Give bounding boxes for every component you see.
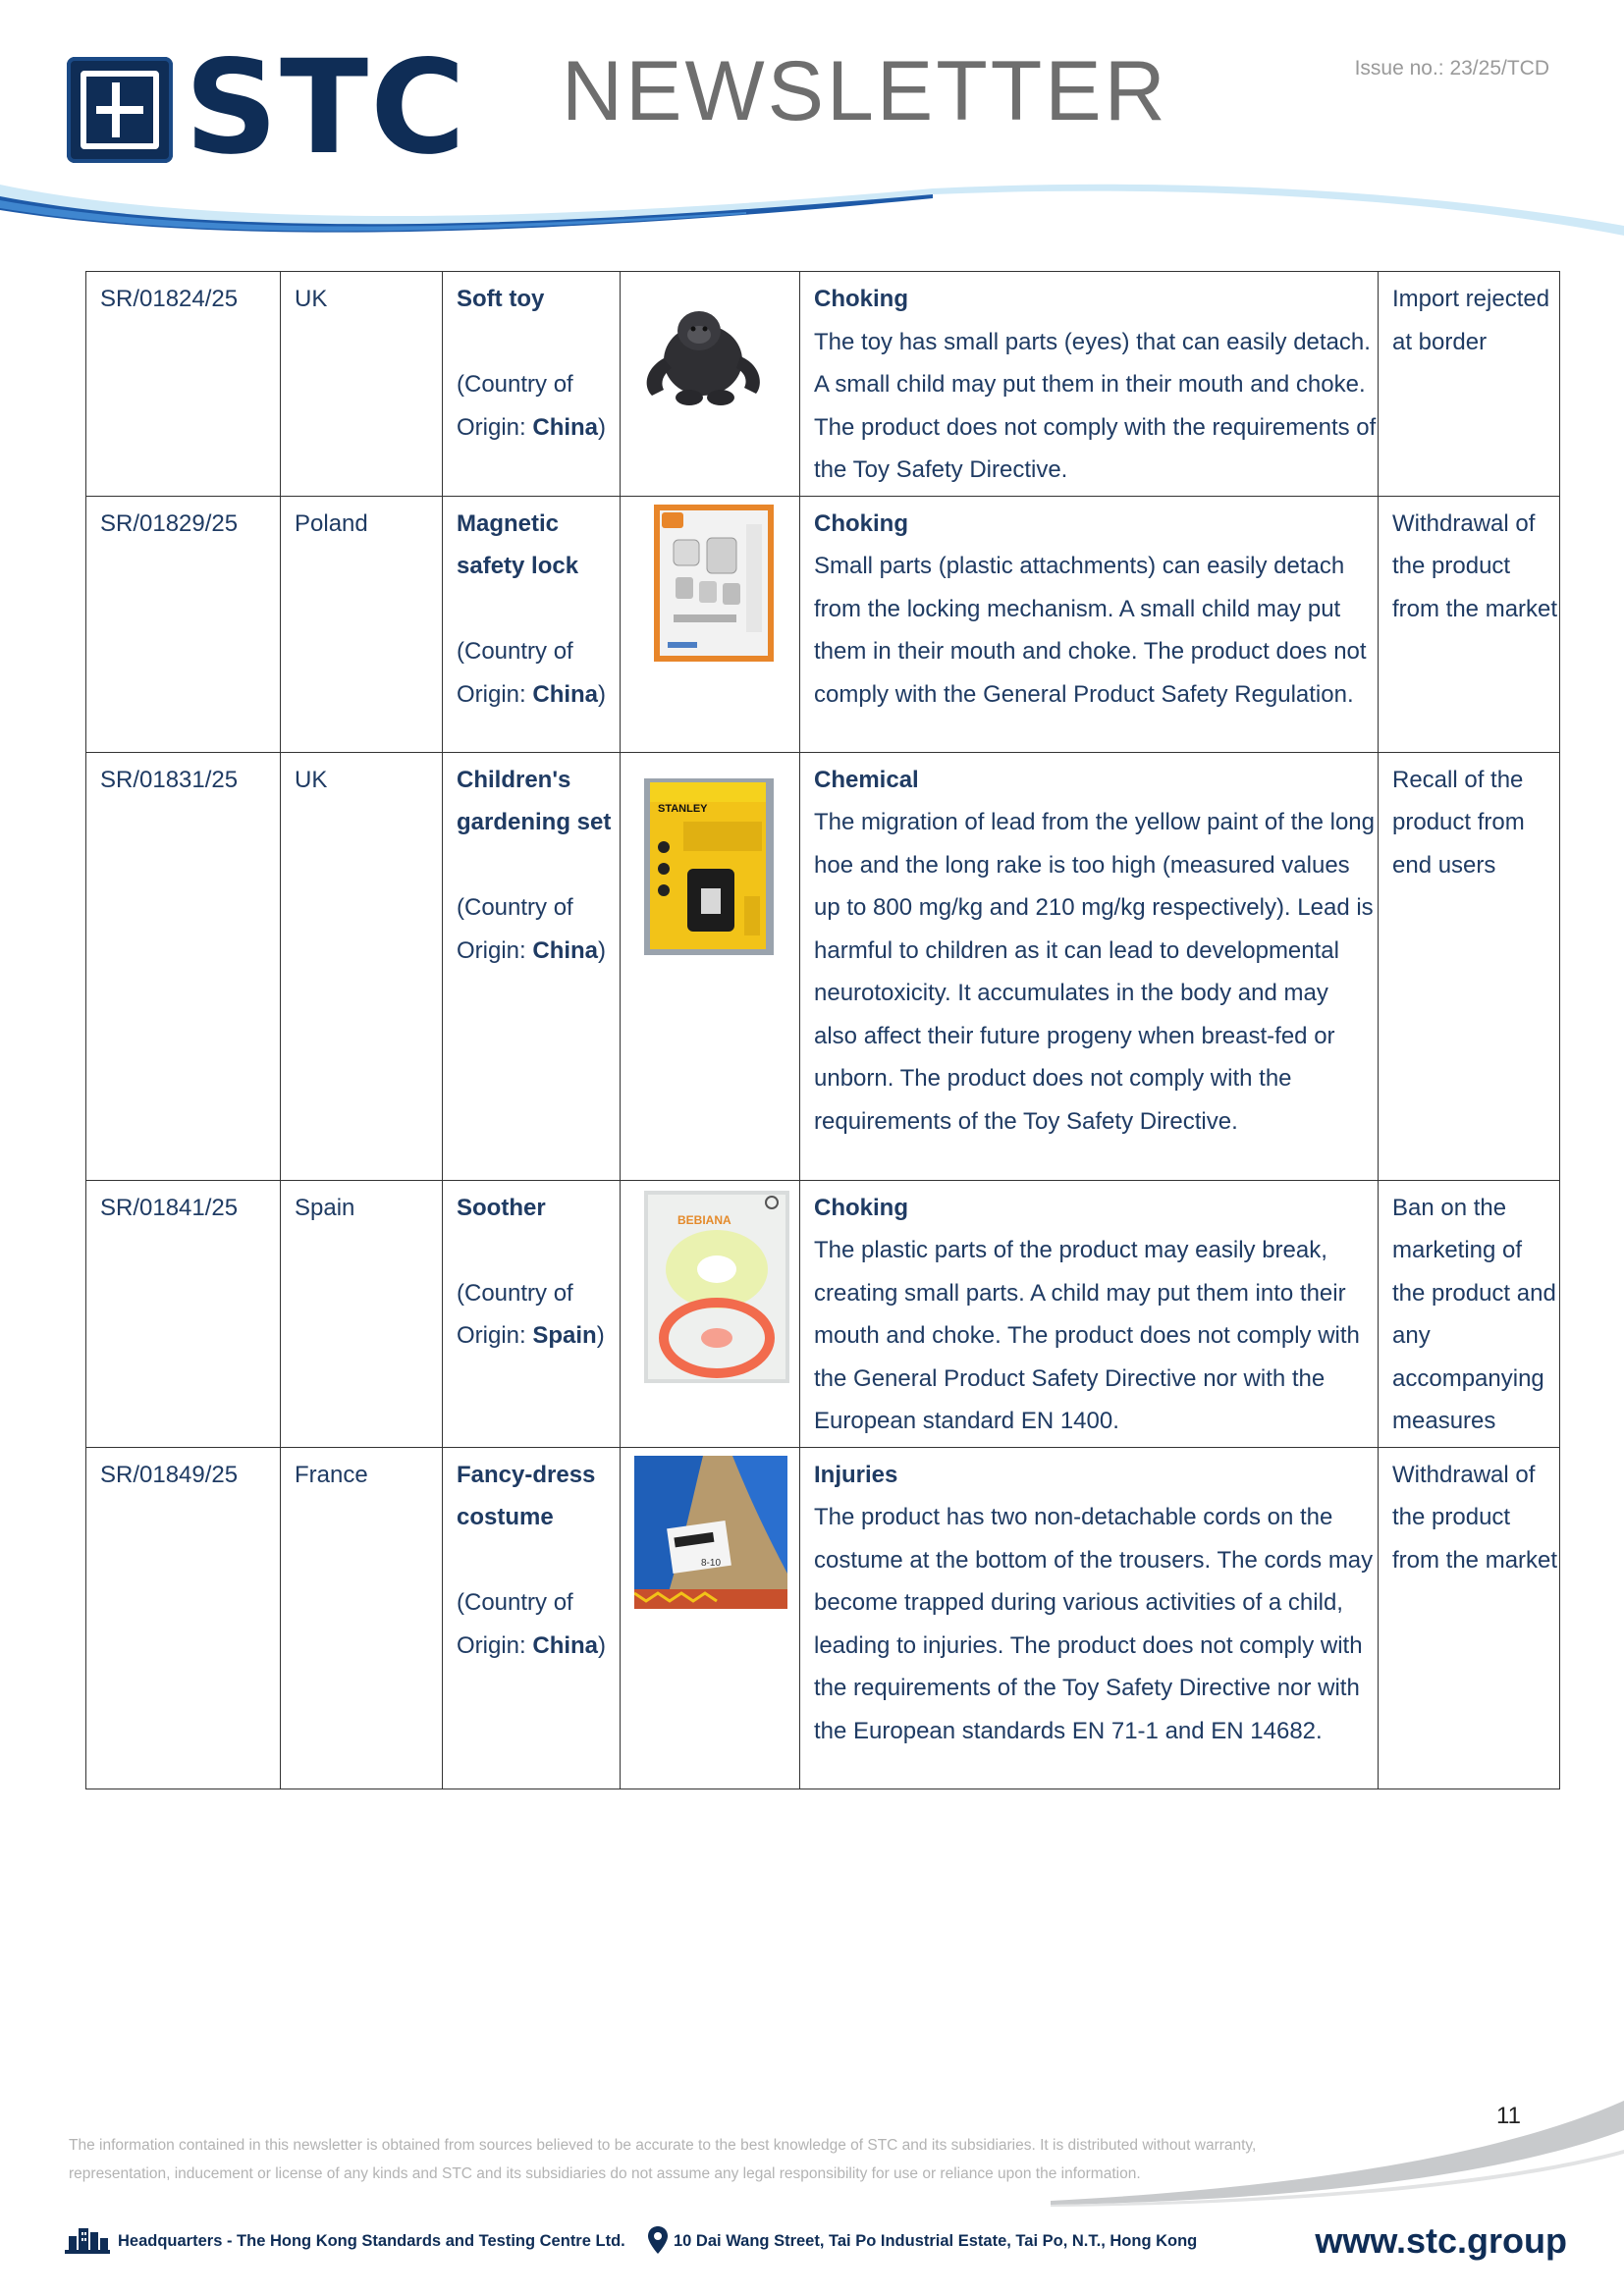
measure-cell: Ban on the marketing of the product and any accompanying measures [1379,1180,1560,1447]
product-origin: (Country of Origin: China) [457,894,607,964]
country-cell: UK [281,752,443,1180]
product-origin: (Country of Origin: China) [457,1589,607,1659]
measure-cell: Withdrawal of the product from the market [1379,496,1560,752]
soother-package-photo [644,1191,789,1383]
measure-cell: Import rejected at border [1379,272,1560,497]
risk-cell [800,1180,1379,1447]
stc-brand-text: STC [185,32,467,184]
risk-type: Chemical [814,766,919,793]
risk-type: Choking [814,509,908,537]
product-image-cell [621,752,800,1180]
magnetic-lock-package-photo [654,505,774,662]
recall-table [85,271,1560,1789]
product-cell [443,752,621,1180]
risk-type: Choking [814,1194,908,1221]
costume-tag-text: 8-10 [701,1557,722,1569]
product-origin: (Country of Origin: China) [457,371,607,441]
risk-cell [800,272,1379,497]
risk-type: Choking [814,286,908,312]
product-name: Soft toy [457,286,545,312]
product-origin: (Country of Origin: Spain) [457,1279,605,1349]
ref-cell: SR/01824/25 [86,272,281,497]
product-cell [443,496,621,752]
risk-description: Small parts (plastic attachments) can easily detach from the locking mechanism. A small child may put them in their mouth and choke. The product does not comply with the General Product Safety Regulation. [814,553,1367,708]
product-image-cell [621,496,800,752]
measure-cell: Recall of the product from end users [1379,752,1560,1180]
headquarters-text: Headquarters - The Hong Kong Standards and Testing Centre Ltd. [118,2232,625,2250]
measure-cell: Withdrawal of the product from the market [1379,1447,1560,1789]
country-cell: Poland [281,496,443,752]
risk-description: The migration of lead from the yellow paint of the long hoe and the long rake is too high (measured values up to 800 mg/kg and 210 mg/kg respectively). Lead is harmful to children as it can lead to developmental neurotoxicity. It accumulates in the body and may also affect their future progeny when breast-fed or unborn. The product does not comply with the requirements of the Toy Safety Directive. [814,809,1375,1135]
costume-photo [634,1456,787,1609]
page-number: 11 [1496,2103,1521,2129]
product-cell [443,272,621,497]
location-pin-icon [648,2226,668,2254]
product-origin: (Country of Origin: China) [457,638,607,708]
table-row [86,752,1560,1180]
building-icon [65,2224,110,2254]
header-swoosh-decoration [0,177,1624,255]
risk-description: The product has two non-detachable cords on the costume at the bottom of the trousers. The cords may become trapped during various activities of a child, leading to injuries. The product does not comply with the requirements of the Toy Safety Directive nor with the European standards EN 71-1 and EN 14682. [814,1504,1374,1744]
product-image-cell [621,1180,800,1447]
ref-cell: SR/01831/25 [86,752,281,1180]
footer-contact-bar [65,2220,1567,2260]
product-name: Fancy-dress costume [457,1461,596,1530]
country-cell: Spain [281,1180,443,1447]
product-name: Soother [457,1194,546,1221]
ref-cell: SR/01849/25 [86,1447,281,1789]
table-row [86,1447,1560,1789]
product-image-cell [621,1447,800,1789]
risk-description: The plastic parts of the product may easily break, creating small parts. A child may put them into their mouth and choke. The product does not comply with the General Product Safety Directive nor with the European standard EN 1400. [814,1237,1360,1434]
product-name: Children's gardening set [457,766,612,835]
gardening-set-package-photo [644,778,774,955]
product-cell [443,1180,621,1447]
country-cell: France [281,1447,443,1789]
stc-logo [67,32,467,184]
risk-description: The toy has small parts (eyes) that can easily detach. A small child may put them in their mouth and choke. The product does not comply with the requirements of the Toy Safety Directive. [814,328,1377,483]
product-image-cell [621,272,800,497]
disclaimer-text: The information contained in this newsletter is obtained from sources believed to be accurate to the best knowledge of STC and its subsidiaries. It is distributed without warranty, representation, inducement or license of any kinds and STC and its subsidiaries do not assume any legal responsibility for use or reliance upon the information. [69,2137,1257,2182]
ref-cell: SR/01841/25 [86,1180,281,1447]
risk-cell [800,752,1379,1180]
ref-cell: SR/01829/25 [86,496,281,752]
table-row [86,1180,1560,1447]
issue-number: Issue no.: 23/25/TCD [1354,57,1549,80]
product-name: Magnetic safety lock [457,509,579,579]
gorilla-soft-toy-photo [634,299,774,409]
product-cell [443,1447,621,1789]
risk-cell [800,1447,1379,1789]
country-cell: UK [281,272,443,497]
risk-cell [800,496,1379,752]
table-row [86,272,1560,497]
risk-type: Injuries [814,1461,898,1488]
package-brand-text: BEBIANA [677,1212,731,1227]
website-link[interactable]: www.stc.group [1315,2220,1567,2261]
package-brand-text: STANLEY [658,802,708,815]
address-text: 10 Dai Wang Street, Tai Po Industrial Estate, Tai Po, N.T., Hong Kong [674,2232,1198,2250]
newsletter-title: NEWSLETTER [562,44,1168,138]
stc-logo-mark-icon [67,57,173,163]
table-row [86,496,1560,752]
